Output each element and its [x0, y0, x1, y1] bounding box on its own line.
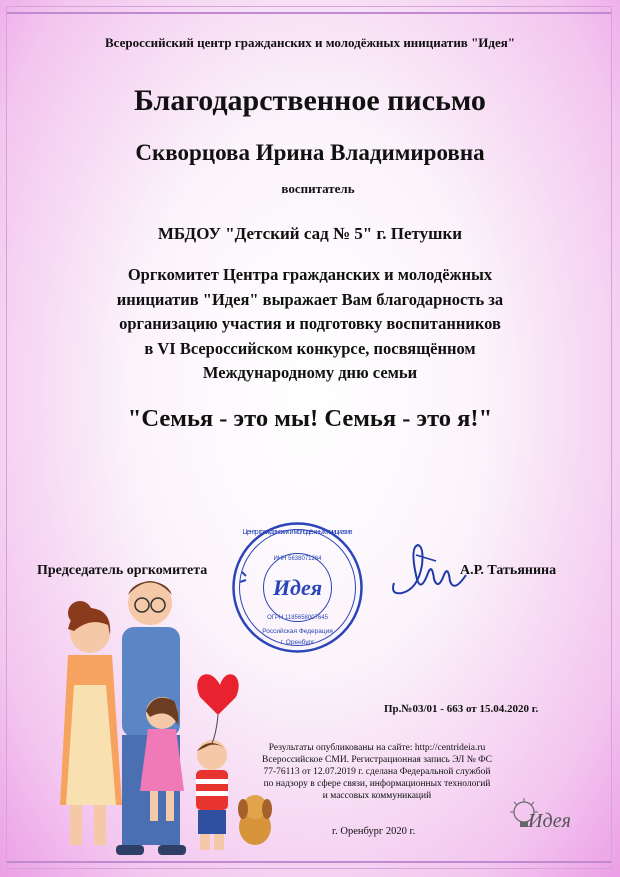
gratitude-line: Оргкомитет Центра гражданских и молодёжных: [127, 265, 493, 284]
seal-ring-text: Центр гражданских и молодёжных инициатив: [242, 529, 353, 536]
logo-text: Идея: [528, 810, 571, 832]
gratitude-line: инициатив "Идея" выражает Вам благодарность за: [116, 289, 504, 309]
gratitude-line: организацию участия и подготовку воспитанников: [119, 314, 501, 333]
order-reference: Пр.№03/01 - 663 от 15.04.2020 г.: [384, 703, 539, 715]
seal-city: г. Оренбург: [280, 639, 315, 646]
seal-center-text: Идея: [272, 575, 323, 600]
publication-line: по надзору в сфере связи, информационных технологий: [263, 779, 491, 789]
organization-seal: [230, 520, 365, 655]
seal-inn: ИНН 5638071264: [273, 556, 322, 562]
city-year: г. Оренбург 2020 г.: [332, 826, 416, 837]
recipient-name: Скворцова Ирина Владимировна: [135, 140, 485, 165]
publication-line: Всероссийское СМИ. Регистрационная запись ЭЛ № ФС: [262, 755, 492, 765]
chair-label: Председатель оргкомитета: [37, 563, 208, 578]
publication-line: и массовых коммуникаций: [322, 791, 432, 801]
heart-balloon-icon: [197, 674, 238, 715]
recipient-institution: МБДОУ "Детский сад № 5" г. Петушки: [157, 224, 463, 243]
gratitude-text: [60, 263, 560, 386]
handwritten-signature: [388, 535, 468, 605]
top-stripe: [7, 12, 611, 14]
recipient-position: воспитатель: [281, 181, 355, 196]
publication-line: Результаты опубликованы на сайте: http://centrideia.ru: [268, 743, 486, 753]
gratitude-line: Международному дню семьи: [202, 363, 418, 382]
organization-header: Всероссийский центр гражданских и молодёжных инициатив "Идея": [104, 35, 516, 50]
publication-info: [232, 742, 522, 802]
publication-line: 77-76113 от 12.07.2019 г. сделана Федеральной службой: [263, 767, 491, 777]
seal-country: Российская Федерация: [262, 628, 333, 635]
seal-ogrn: ОГРН 1185658007645: [267, 615, 328, 621]
contest-slogan: "Семья - это мы! Семья - это я!": [127, 405, 493, 432]
signer-name: А.Р. Татьянина: [460, 563, 557, 578]
gratitude-line: в VI Всероссийском конкурсе, посвящённом: [144, 338, 476, 358]
letter-title: Благодарственное письмо: [134, 84, 486, 117]
